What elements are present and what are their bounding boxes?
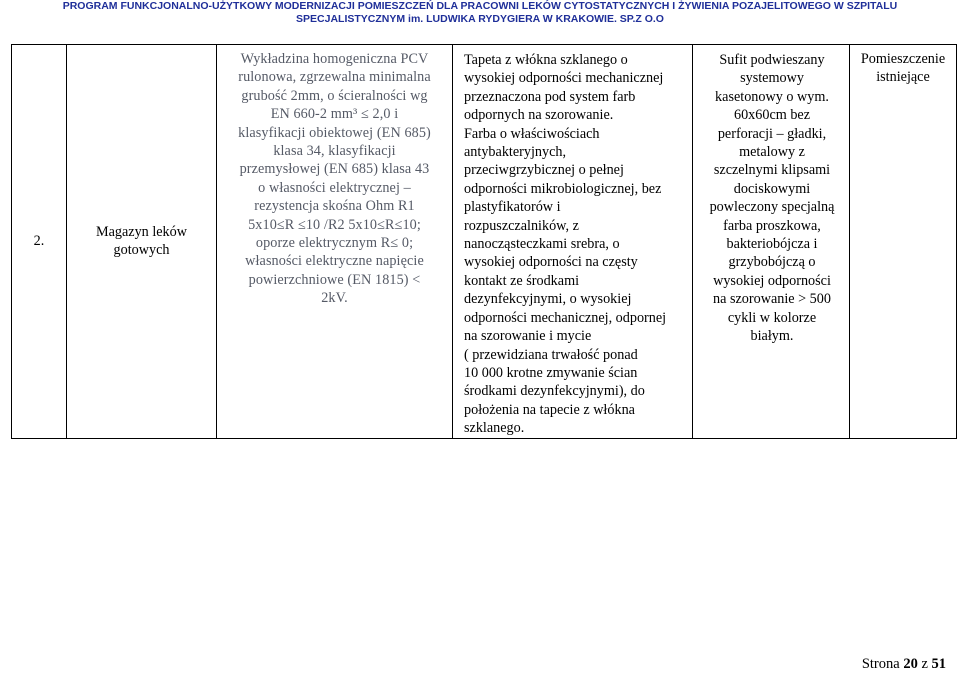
wall-line: wysokiej odporności na częsty (464, 254, 638, 271)
ceiling-line: Sufit podwieszany (719, 52, 825, 68)
wall-line: odporności mechanicznej, odpornej (464, 309, 667, 326)
row-number-cell (12, 45, 67, 439)
page-number: 20 (903, 656, 918, 672)
wall-line: antybakteryjnych, (464, 144, 567, 161)
state-line: Pomieszczenie (860, 51, 946, 67)
ceiling-line: powleczony specjalną (709, 199, 835, 216)
wall-line: rozpuszczalników, z (464, 217, 579, 234)
wall-line: Tapeta z włókna szklanego o (464, 52, 628, 68)
ceiling-line: białym. (750, 328, 794, 345)
ceiling-spec-cell (693, 45, 850, 439)
wall-line: 10 000 krotne zmywanie ścian (464, 364, 638, 381)
page-footer (862, 656, 946, 673)
wall-line: ( przewidziana trwałość ponad (464, 346, 638, 363)
wall-line: odpornych na szorowanie. (464, 107, 614, 124)
wall-line: Farba o właściwościach (464, 125, 600, 142)
ceiling-line: systemowy (740, 70, 804, 87)
floor-line: oporze elektrycznym R≤ 0; (255, 235, 414, 252)
floor-line: grubość 2mm, o ścieralności wg (241, 87, 428, 104)
floor-line: klasyfikacji obiektowej (EN 685) (238, 124, 431, 141)
page-of-label: z (921, 656, 928, 672)
room-state-cell (850, 45, 957, 439)
ceiling-line: wysokiej odporności (713, 272, 831, 289)
row-number: 2. (33, 233, 45, 250)
floor-line: rulonowa, zgrzewalna minimalna (238, 69, 431, 86)
floor-spec-cell (217, 45, 453, 439)
state-line: istniejące (876, 69, 930, 86)
ceiling-line: dociskowymi (733, 180, 811, 197)
room-name-cell (67, 45, 217, 439)
ceiling-line: szczelnymi klipsami (713, 162, 831, 179)
floor-line: klasa 34, klasyfikacji (273, 143, 396, 160)
wall-line: kontakt ze środkami (464, 272, 580, 289)
floor-line: Wykładzina homogeniczna PCV (240, 51, 429, 67)
header-line-1: PROGRAM FUNKCJONALNO-UŻYTKOWY MODERNIZACJI POMIESZCZEŃ DLA PRACOWNI LEKÓW CYTOSTATYCZNYCH I ŻYWIENIA POZAJELITOWEGO W SZPITALU (62, 0, 898, 12)
ceiling-line: kasetonowy o wym. (715, 88, 829, 105)
ceiling-line: farba proszkowa, (723, 217, 821, 234)
floor-line: przemysłowej (EN 685) klasa 43 (239, 161, 430, 178)
floor-line: powierzchniowe (EN 1815) < (248, 271, 421, 288)
wall-line: przeciwgrzybicznej o pełnej (464, 162, 624, 179)
wall-line: nanocząsteczkami srebra, o (464, 236, 620, 253)
wall-line: na szorowanie i mycie (464, 328, 592, 345)
page-total: 51 (931, 656, 946, 672)
floor-line: 5x10≤R ≤10 /R2 5x10≤R≤10; (248, 216, 421, 233)
floor-line: rezystencja skośna Ohm R1 (254, 198, 415, 215)
floor-line: własności elektryczne napięcie (245, 253, 424, 270)
wall-line: szklanego. (464, 420, 525, 437)
floor-line: EN 660-2 mm³ ≤ 2,0 i (270, 106, 399, 123)
ceiling-line: cykli w kolorze (727, 309, 817, 326)
ceiling-line: perforacji – gładki, (717, 125, 827, 142)
ceiling-line: metalowy z (739, 144, 805, 161)
wall-line: środkami dezynfekcyjnymi), do (464, 383, 645, 400)
ceiling-line: bakteriobójcza i (726, 236, 818, 253)
floor-line: o własności elektrycznej – (258, 179, 411, 196)
ceiling-line: na szorowanie > 500 (713, 291, 831, 308)
floor-line: 2kV. (321, 290, 348, 307)
header-line-2: SPECJALISTYCZNYM im. LUDWIKA RYDYGIERA W KRAKOWIE. SP.Z O.O (296, 13, 664, 25)
wall-line: wysokiej odporności mechanicznej (464, 70, 664, 87)
document-header (0, 0, 960, 26)
page-label: Strona (861, 656, 900, 672)
wall-line: dezynfekcyjnymi, o wysokiej (464, 291, 632, 308)
room-name: Magazyn leków gotowych (95, 223, 187, 259)
wall-spec-cell (453, 45, 693, 439)
finishing-spec-table (11, 44, 957, 439)
table-row (12, 45, 957, 439)
wall-line: położenia na tapecie z włókna (464, 401, 635, 418)
ceiling-line: 60x60cm bez (733, 107, 811, 124)
ceiling-line: grzybobójczą o (728, 254, 816, 271)
wall-line: odporności mikrobiologicznej, bez (464, 180, 662, 197)
wall-line: plastyfikatorów i (464, 199, 561, 216)
wall-line: przeznaczona pod system farb (464, 88, 636, 105)
